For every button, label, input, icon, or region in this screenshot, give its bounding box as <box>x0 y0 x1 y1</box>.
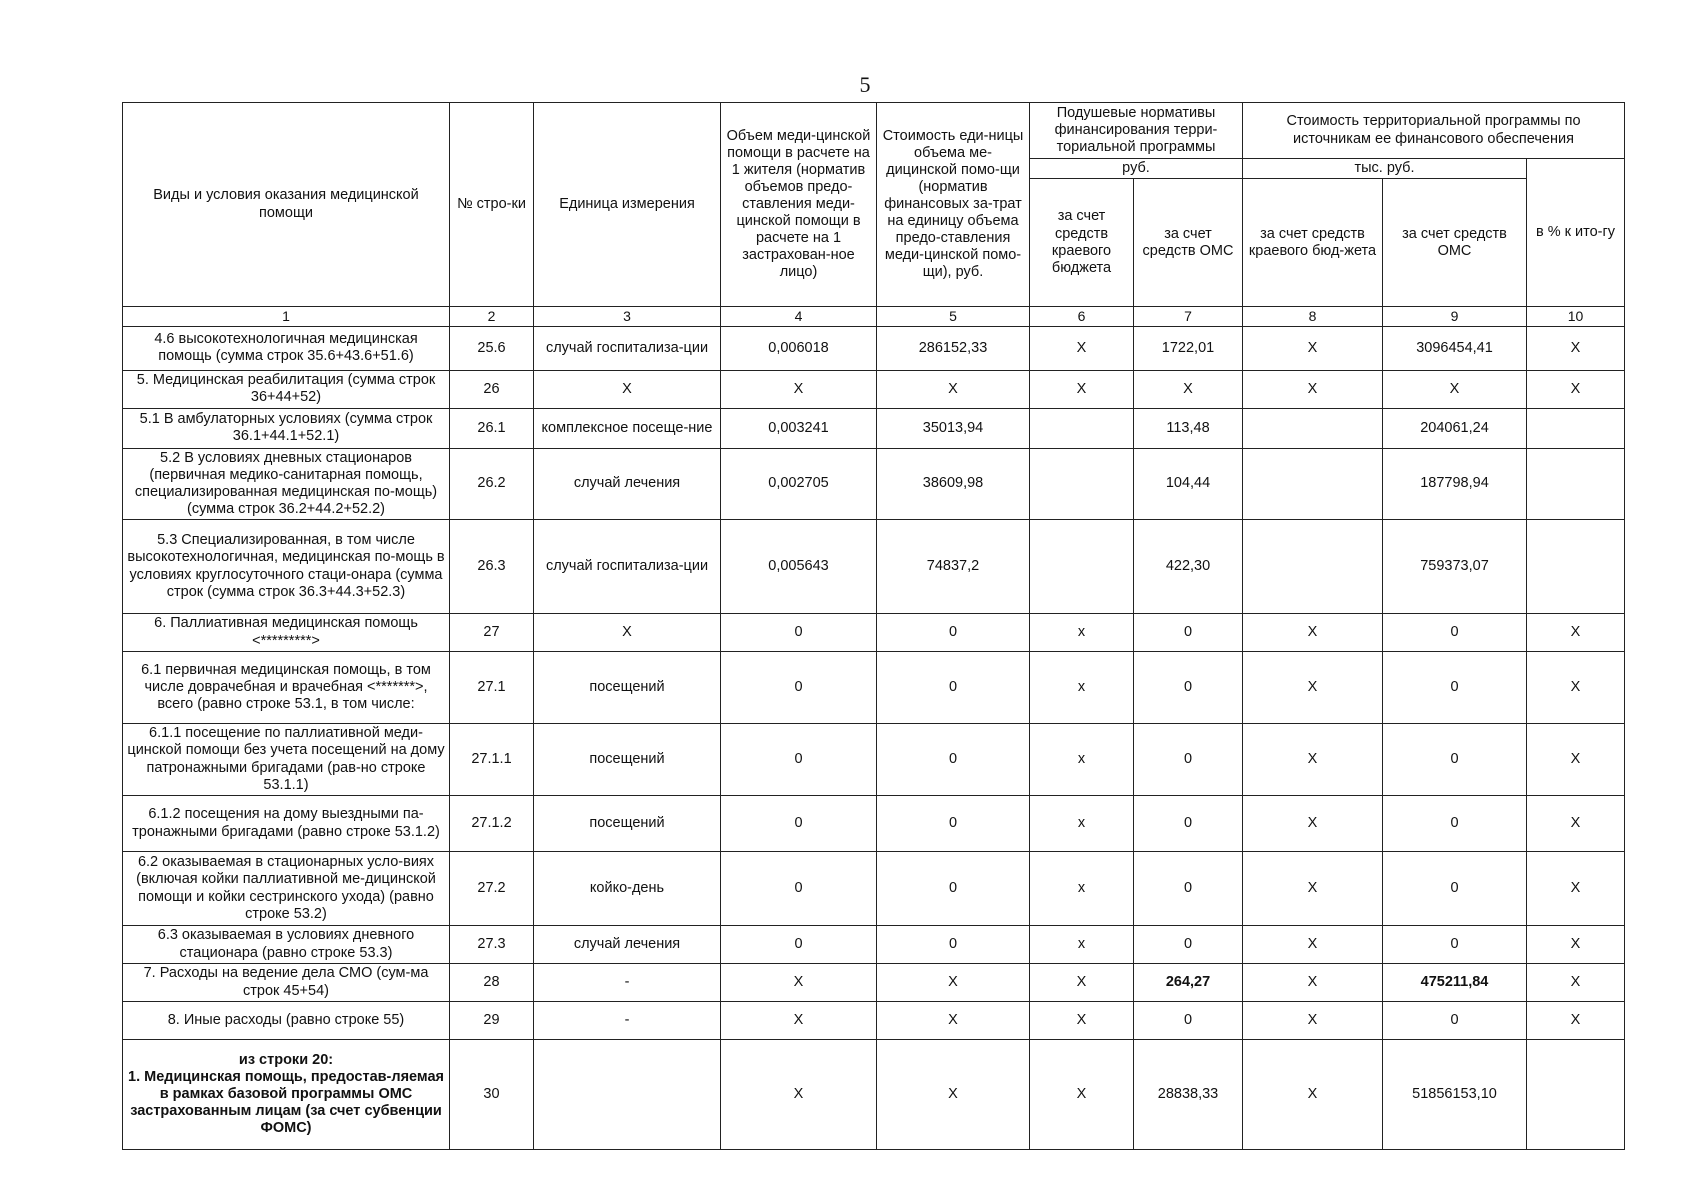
row-regional-budget-cost: X <box>1243 326 1383 370</box>
row-description: 6.3 оказываемая в условиях дневного стационара (равно строке 53.3) <box>123 926 450 964</box>
row-unit-cost: X <box>877 964 1030 1002</box>
row-unit: посещений <box>534 796 721 852</box>
row-regional-budget-cost: X <box>1243 1040 1383 1150</box>
row-number: 26.3 <box>450 520 534 614</box>
row-unit-cost: 38609,98 <box>877 448 1030 519</box>
row-unit: случай лечения <box>534 926 721 964</box>
row-unit: посещений <box>534 724 721 796</box>
row-number: 30 <box>450 1040 534 1150</box>
table-row <box>123 964 1625 1002</box>
row-unit-cost: 0 <box>877 796 1030 852</box>
row-description: 6.2 оказываемая в стационарных усло-виях (включая койки паллиативной ме-дицинской помощи и койки сестринского ухода) (равно строке 53.2) <box>123 852 450 926</box>
row-regional-budget <box>1030 448 1134 519</box>
row-volume: X <box>721 1040 877 1150</box>
row-oms: 1722,01 <box>1134 326 1243 370</box>
row-number: 27.3 <box>450 926 534 964</box>
row-regional-budget-cost: X <box>1243 926 1383 964</box>
table-row <box>123 852 1625 926</box>
row-regional-budget: X <box>1030 1040 1134 1150</box>
row-regional-budget-cost <box>1243 520 1383 614</box>
row-oms-cost: 759373,07 <box>1383 520 1527 614</box>
row-regional-budget-cost: X <box>1243 1002 1383 1040</box>
row-oms-cost: 204061,24 <box>1383 408 1527 448</box>
row-percent: X <box>1527 614 1625 652</box>
row-regional-budget: X <box>1030 370 1134 408</box>
row-description: 6. Паллиативная медицинская помощь <*********> <box>123 614 450 652</box>
row-unit: посещений <box>534 652 721 724</box>
header-types: Виды и условия оказания медицинской помощи <box>123 103 450 307</box>
header-percent: в % к ито-гу <box>1527 159 1625 307</box>
row-description: 7. Расходы на ведение дела СМО (сум-ма строк 45+54) <box>123 964 450 1002</box>
row-number: 29 <box>450 1002 534 1040</box>
row-unit-cost: 0 <box>877 652 1030 724</box>
header-regional-budget-cost: за счет средств краевого бюд-жета <box>1243 179 1383 307</box>
row-oms-cost: X <box>1383 370 1527 408</box>
row-regional-budget-cost: X <box>1243 964 1383 1002</box>
row-description: 8. Иные расходы (равно строке 55) <box>123 1002 450 1040</box>
row-oms-cost: 0 <box>1383 614 1527 652</box>
header-unit-cost: Стоимость еди-ницы объема ме-дицинской помо-щи (норматив финансовых за-трат на единицу объема предо-ставления меди-цинской помо-щи), руб. <box>877 103 1030 307</box>
table-row <box>123 520 1625 614</box>
col-number: 6 <box>1030 307 1134 327</box>
row-percent: X <box>1527 326 1625 370</box>
row-percent <box>1527 408 1625 448</box>
row-unit: X <box>534 614 721 652</box>
table-row <box>123 326 1625 370</box>
row-oms: 422,30 <box>1134 520 1243 614</box>
table-row <box>123 1040 1625 1150</box>
row-volume: X <box>721 370 877 408</box>
row-description: 6.1 первичная медицинская помощь, в том числе доврачебная и врачебная <*******>, всего (равно строке 53.1, в том числе: <box>123 652 450 724</box>
row-volume: X <box>721 964 877 1002</box>
row-regional-budget: X <box>1030 964 1134 1002</box>
row-oms-cost: 187798,94 <box>1383 448 1527 519</box>
header-row-number: № стро-ки <box>450 103 534 307</box>
row-volume: 0 <box>721 652 877 724</box>
header-unit: Единица измерения <box>534 103 721 307</box>
row-volume: 0 <box>721 614 877 652</box>
header-thousand-rub: тыс. руб. <box>1243 159 1527 179</box>
row-regional-budget-cost: X <box>1243 652 1383 724</box>
header-program-cost-group: Стоимость территориальной программы по источникам ее финансового обеспечения <box>1243 103 1625 159</box>
row-unit: - <box>534 1002 721 1040</box>
row-regional-budget-cost: X <box>1243 852 1383 926</box>
row-unit-cost: 0 <box>877 852 1030 926</box>
col-number: 2 <box>450 307 534 327</box>
row-oms: 0 <box>1134 724 1243 796</box>
row-volume: 0 <box>721 852 877 926</box>
col-number: 8 <box>1243 307 1383 327</box>
row-percent: X <box>1527 652 1625 724</box>
table-row <box>123 448 1625 519</box>
row-regional-budget: x <box>1030 614 1134 652</box>
row-oms: 104,44 <box>1134 448 1243 519</box>
row-number: 27 <box>450 614 534 652</box>
col-number: 5 <box>877 307 1030 327</box>
row-unit: случай госпитализа-ции <box>534 520 721 614</box>
row-percent <box>1527 1040 1625 1150</box>
header-oms-cost: за счет средств ОМС <box>1383 179 1527 307</box>
row-unit-cost: 0 <box>877 614 1030 652</box>
row-volume: 0 <box>721 724 877 796</box>
row-volume: 0,002705 <box>721 448 877 519</box>
row-unit-cost: 35013,94 <box>877 408 1030 448</box>
page-number: 5 <box>859 72 871 97</box>
row-unit: случай лечения <box>534 448 721 519</box>
col-number: 4 <box>721 307 877 327</box>
row-oms-cost: 0 <box>1383 796 1527 852</box>
table-row <box>123 926 1625 964</box>
col-number: 3 <box>534 307 721 327</box>
row-unit: случай госпитализа-ции <box>534 326 721 370</box>
row-volume: 0,005643 <box>721 520 877 614</box>
row-description: 5.3 Специализированная, в том числе высокотехнологичная, медицинская по-мощь в условиях круглосуточного стаци-онара (сумма строк (сумма строк 36.3+44.3+52.3) <box>123 520 450 614</box>
row-regional-budget <box>1030 520 1134 614</box>
row-regional-budget <box>1030 408 1134 448</box>
row-volume: 0,003241 <box>721 408 877 448</box>
row-unit-cost: 0 <box>877 926 1030 964</box>
row-oms: X <box>1134 370 1243 408</box>
row-regional-budget: x <box>1030 852 1134 926</box>
row-description: 6.1.2 посещения на дому выездными па-тронажными бригадами (равно строке 53.1.2) <box>123 796 450 852</box>
table-row <box>123 614 1625 652</box>
row-unit <box>534 1040 721 1150</box>
row-number: 27.1 <box>450 652 534 724</box>
table-row <box>123 408 1625 448</box>
row-unit-cost: X <box>877 1040 1030 1150</box>
row-volume: 0 <box>721 926 877 964</box>
row-percent: X <box>1527 1002 1625 1040</box>
table-row <box>123 724 1625 796</box>
row-regional-budget-cost <box>1243 448 1383 519</box>
row-number: 27.2 <box>450 852 534 926</box>
row-regional-budget-cost <box>1243 408 1383 448</box>
row-oms-cost: 0 <box>1383 652 1527 724</box>
row-oms: 0 <box>1134 796 1243 852</box>
row-unit: X <box>534 370 721 408</box>
row-description: 5.1 В амбулаторных условиях (сумма строк 36.1+44.1+52.1) <box>123 408 450 448</box>
row-number: 27.1.1 <box>450 724 534 796</box>
table-row <box>123 370 1625 408</box>
column-number-row <box>123 307 1625 327</box>
row-regional-budget: x <box>1030 652 1134 724</box>
row-percent <box>1527 520 1625 614</box>
row-regional-budget-cost: X <box>1243 614 1383 652</box>
row-number: 27.1.2 <box>450 796 534 852</box>
row-oms-cost: 0 <box>1383 724 1527 796</box>
row-unit-cost: X <box>877 370 1030 408</box>
row-unit: комплексное посеще-ние <box>534 408 721 448</box>
header-volume: Объем меди-цинской помощи в расчете на 1 жителя (норматив объемов предо-ставления меди-цинской помощи в расчете на 1 застрахован-ное лицо) <box>721 103 877 307</box>
row-description: 5.2 В условиях дневных стационаров (первичная медико-санитарная помощь, специализированная медицинская по-мощь) (сумма строк 36.2+44.2+52.2) <box>123 448 450 519</box>
row-unit-cost: 0 <box>877 724 1030 796</box>
row-percent: X <box>1527 964 1625 1002</box>
row-oms: 0 <box>1134 614 1243 652</box>
col-number: 1 <box>123 307 450 327</box>
row-oms: 0 <box>1134 926 1243 964</box>
row-percent: X <box>1527 796 1625 852</box>
col-number: 9 <box>1383 307 1527 327</box>
row-oms: 0 <box>1134 652 1243 724</box>
row-percent: X <box>1527 852 1625 926</box>
row-oms-cost: 475211,84 <box>1383 964 1527 1002</box>
row-oms: 113,48 <box>1134 408 1243 448</box>
row-unit-cost: 286152,33 <box>877 326 1030 370</box>
program-cost-table <box>122 102 1625 1150</box>
row-volume: X <box>721 1002 877 1040</box>
row-regional-budget-cost: X <box>1243 724 1383 796</box>
row-percent: X <box>1527 724 1625 796</box>
row-description: 6.1.1 посещение по паллиативной меди-цинской помощи без учета посещений на дому патронажными бригадами (рав-но строке 53.1.1) <box>123 724 450 796</box>
row-volume: 0 <box>721 796 877 852</box>
row-unit-cost: 74837,2 <box>877 520 1030 614</box>
row-description: из строки 20: 1. Медицинская помощь, предостав-ляемая в рамках базовой программы ОМС застрахованным лицам (за счет субвенции ФОМС) <box>123 1040 450 1150</box>
row-regional-budget: x <box>1030 724 1134 796</box>
header-rub: руб. <box>1030 159 1243 179</box>
row-percent: X <box>1527 926 1625 964</box>
row-oms-cost: 51856153,10 <box>1383 1040 1527 1150</box>
row-oms-cost: 0 <box>1383 1002 1527 1040</box>
row-volume: 0,006018 <box>721 326 877 370</box>
row-oms: 28838,33 <box>1134 1040 1243 1150</box>
row-number: 26 <box>450 370 534 408</box>
row-number: 26.2 <box>450 448 534 519</box>
table-row <box>123 1002 1625 1040</box>
row-description: 4.6 высокотехнологичная медицинская помощь (сумма строк 35.6+43.6+51.6) <box>123 326 450 370</box>
col-number: 7 <box>1134 307 1243 327</box>
header-oms: за счет средств ОМС <box>1134 179 1243 307</box>
table-row <box>123 652 1625 724</box>
table-row <box>123 796 1625 852</box>
row-number: 28 <box>450 964 534 1002</box>
row-percent: X <box>1527 370 1625 408</box>
row-unit: койко-день <box>534 852 721 926</box>
row-regional-budget-cost: X <box>1243 796 1383 852</box>
row-percent <box>1527 448 1625 519</box>
row-unit-cost: X <box>877 1002 1030 1040</box>
row-description: 5. Медицинская реабилитация (сумма строк 36+44+52) <box>123 370 450 408</box>
row-regional-budget: X <box>1030 326 1134 370</box>
col-number: 10 <box>1527 307 1625 327</box>
row-regional-budget: X <box>1030 1002 1134 1040</box>
header-row-1 <box>123 103 1625 159</box>
row-number: 26.1 <box>450 408 534 448</box>
row-oms: 264,27 <box>1134 964 1243 1002</box>
row-oms-cost: 0 <box>1383 926 1527 964</box>
row-unit: - <box>534 964 721 1002</box>
row-regional-budget: x <box>1030 796 1134 852</box>
row-regional-budget: x <box>1030 926 1134 964</box>
row-oms: 0 <box>1134 1002 1243 1040</box>
header-per-capita-group: Подушевые нормативы финансирования терри-ториальной программы <box>1030 103 1243 159</box>
row-oms-cost: 0 <box>1383 852 1527 926</box>
row-regional-budget-cost: X <box>1243 370 1383 408</box>
row-number: 25.6 <box>450 326 534 370</box>
row-oms-cost: 3096454,41 <box>1383 326 1527 370</box>
header-regional-budget: за счет средств краевого бюджета <box>1030 179 1134 307</box>
row-oms: 0 <box>1134 852 1243 926</box>
